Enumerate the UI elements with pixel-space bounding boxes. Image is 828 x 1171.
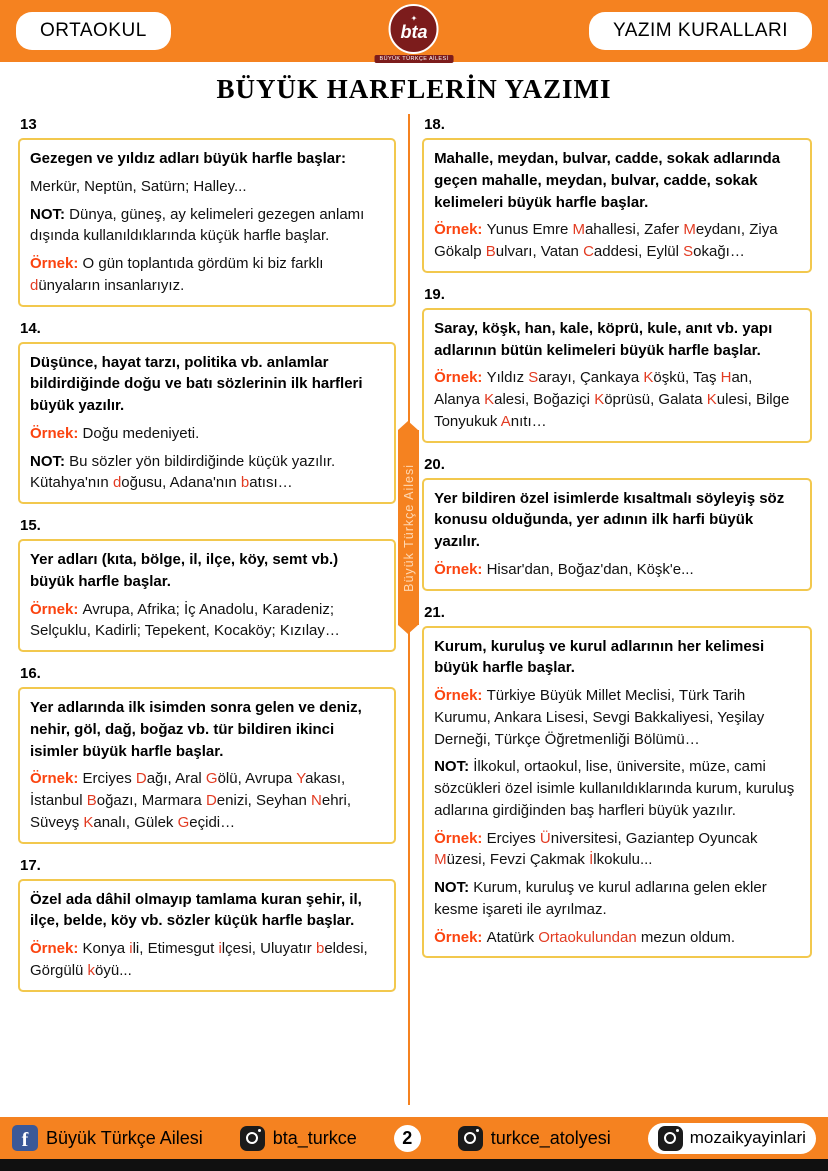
instagram-handle: turkce_atolyesi [490,1127,611,1148]
header-badge-left: ORTAOKUL [16,12,171,50]
ribbon-text: Büyük Türkçe Ailesi [401,463,416,592]
rule-text: Kurum, kuruluş ve kurul adlarının her kelimesi büyük harfle başlar. [434,637,765,677]
instagram-icon [458,1126,483,1151]
bottom-strip [0,1159,828,1171]
rule-text: Düşünce, hayat tarzı, politika vb. anlamlar bildirdiğinde doğu ve batı sözlerinin ilk harfleri büyük yazılır. [30,353,363,414]
rule-box [18,879,396,992]
rule-box [422,308,812,443]
rule-number: 16. [20,665,41,682]
rule-text: Örnek: O gün toplantıda gördüm ki biz farklı dünyaların insanlarıyız. [30,255,324,294]
rule-21 [422,599,812,959]
rule-number: 21. [424,603,445,621]
rule-18 [422,111,812,273]
rule-text: Mahalle, meydan, bulvar, cadde, sokak adlarında geçen mahalle, meydan, bulvar, cadde, sokak kelimeleri büyük harfle başlar. [434,150,781,211]
rule-16 [18,660,396,844]
rule-number: 17. [20,856,41,874]
rule-text: Örnek: Konya ili, Etimesgut ilçesi, Uluyatır beldesi, Görgülü köyü... [30,940,368,979]
page-title: BÜYÜK HARFLERİN YAZIMI [216,74,612,104]
rule-number: 13 [20,116,37,133]
rule-number: 15. [20,517,41,534]
logo-band: BÜYÜK TÜRKÇE AİLESİ [375,55,454,63]
instagram-handle: mozaikyayinlari [689,1128,806,1147]
rule-text: Yer bildiren özel isimlerde kısaltmalı söyleyiş söz konusu olduğunda, yer adının ilk harfi büyük yazılır. [434,489,785,550]
rule-text: NOT: İlkokul, ortaokul, lise, üniversite, müze, cami sözcükleri özel isimle kullanıldıklarında kurum, kuruluş adlarına girdiğinden baş harfleri büyük yazılır. [434,758,795,819]
rule-13 [18,111,396,307]
rule-text: Gezegen ve yıldız adları büyük harfle başlar: [30,150,346,167]
rule-20 [422,451,812,591]
rule-14 [18,315,396,505]
rule-text: NOT: Kurum, kuruluş ve kurul adlarına gelen ekler kesme işareti ile ayrılmaz. [434,879,767,918]
rule-box [18,539,396,652]
footer-instagram-3 [648,1123,816,1154]
rule-number: 18. [424,116,445,133]
instagram-handle: bta_turkce [272,1127,357,1148]
rule-19 [422,281,812,443]
rule-text: Örnek: Erciyes Üniversitesi, Gaziantep Oyuncak Müzesi, Fevzi Çakmak İlkokulu... [434,829,758,869]
left-column [18,111,396,1000]
rule-box [422,478,812,591]
rule-text: Örnek: Yıldız Sarayı, Çankaya Köşkü, Taş Han, Alanya Kalesi, Boğaziçi Köprüsü, Galata Kulesi, Bilge Tonyukuk Anıtı… [434,369,790,430]
header-badge-right: YAZIM KURALLARI [589,12,812,50]
facebook-handle: Büyük Türkçe Ailesi [46,1127,203,1148]
header [0,0,828,62]
instagram-icon [240,1126,265,1151]
bta-logo-icon [389,4,439,54]
footer-instagram-2 [458,1126,611,1151]
rule-box [422,138,812,273]
rule-text: Örnek: Atatürk Ortaokulundan mezun oldum. [434,928,736,946]
page-number: 2 [394,1125,421,1152]
instagram-icon [658,1126,683,1151]
facebook-icon: f [12,1125,38,1151]
footer-instagram-1 [240,1126,357,1151]
rule-number: 14. [20,319,41,337]
rule-text: Örnek: Avrupa, Afrika; İç Anadolu, Karadeniz; Selçuklu, Kadirli; Tepekent, Kocaköy; Kızılay… [30,600,340,640]
rule-15 [18,512,396,652]
rule-box [18,687,396,844]
rule-text: Merkür, Neptün, Satürn; Halley... [30,177,247,195]
rule-number: 19. [424,285,445,303]
rule-text: Örnek: Doğu medeniyeti. [30,424,200,442]
footer [0,1117,828,1159]
rule-text: NOT: Bu sözler yön bildirdiğinde küçük yazılır. Kütahya'nın doğusu, Adana'nın batısı… [30,452,336,492]
rule-text: NOT: Dünya, güneş, ay kelimeleri gezegen anlamı dışında kullanıldıklarında küçük harfle başlar. [30,205,365,245]
rule-box [18,138,396,307]
flame-icon: ✦ [410,14,418,24]
rule-number: 20. [424,455,445,473]
rule-text: Örnek: Yunus Emre Mahallesi, Zafer Meydanı, Ziya Gökalp Bulvarı, Vatan Caddesi, Eylül Sokağı… [434,221,778,260]
rule-text: Yer adlarında ilk isimden sonra gelen ve deniz, nehir, göl, dağ, boğaz vb. tür bildiren ikinci isimler büyük harfle başlar. [30,699,362,760]
footer-facebook [12,1125,203,1151]
rule-box [18,342,396,505]
logo-text: bta [400,22,428,43]
rule-text: Örnek: Hisar'dan, Boğaz'dan, Köşk'e... [434,560,694,578]
logo [375,4,454,63]
right-column [422,111,812,1000]
rule-text: Örnek: Türkiye Büyük Millet Meclisi, Türk Tarih Kurumu, Ankara Lisesi, Sevgi Bakkaliyesi, Yeşilay Derneği, Türkçe Öğretmenliği Bölümü… [434,687,765,748]
rule-text: Örnek: Erciyes Dağı, Aral Gölü, Avrupa Yakası, İstanbul Boğazı, Marmara Denizi, Seyhan Nehri, Süveyş Kanalı, Gülek Geçidi… [30,770,352,831]
rule-box [422,626,812,959]
rule-17 [18,852,396,992]
rule-text: Saray, köşk, han, kale, köprü, kule, anıt vb. yapı adlarının bütün kelimeleri büyük harfle başlar. [434,319,773,359]
ribbon-banner [398,430,419,625]
rule-text: Özel ada dâhil olmayıp tamlama kuran şehir, il, ilçe, belde, köy vb. sözler küçük harfle başlar. [30,890,362,930]
rule-text: Yer adları (kıta, bölge, il, ilçe, köy, semt vb.) büyük harfle başlar. [30,551,339,590]
